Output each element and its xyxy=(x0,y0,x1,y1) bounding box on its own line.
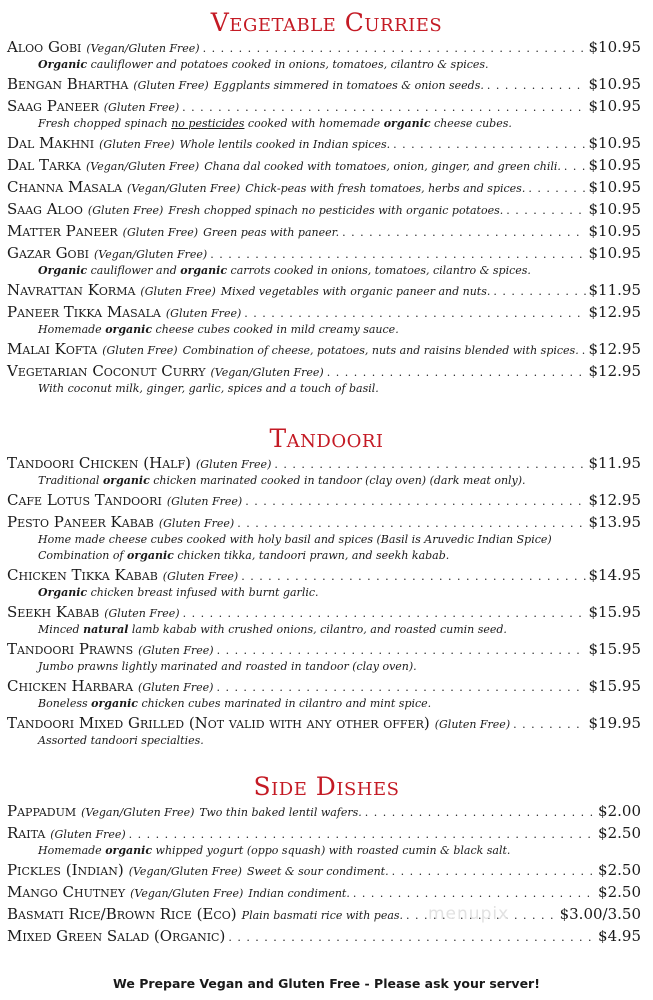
dot-leader xyxy=(274,458,585,471)
section-vegetable-curries xyxy=(0,8,653,399)
menu-item xyxy=(0,905,653,927)
item-price: $12.95 xyxy=(588,340,641,358)
item-price: $2.00 xyxy=(598,802,641,820)
item-dietary-tag: (Gluten Free) xyxy=(122,226,199,239)
description-fragment: Boneless xyxy=(38,697,92,710)
footer-note: We Prepare Vegan and Gluten Free - Please ask your server! xyxy=(113,976,540,991)
item-price: $19.95 xyxy=(588,714,641,732)
item-description xyxy=(0,57,653,73)
dot-leader xyxy=(183,607,586,620)
item-price: $10.95 xyxy=(588,178,641,196)
description-fragment: Traditional xyxy=(38,474,103,487)
section-title: Side Dishes xyxy=(253,772,400,801)
item-dietary-tag: (Gluten Free) xyxy=(104,607,180,620)
item-price: $15.95 xyxy=(588,603,641,621)
dot-leader xyxy=(487,79,586,92)
item-price: $14.95 xyxy=(588,566,641,584)
item-description xyxy=(0,733,653,749)
item-name: Mixed Green Salad (Organic) xyxy=(7,927,226,945)
menu-item xyxy=(0,222,653,244)
item-dietary-tag: (Gluten Free) xyxy=(50,828,126,841)
item-price: $12.95 xyxy=(588,491,641,509)
item-dietary-tag: (Vegan/Gluten Free) xyxy=(210,366,324,379)
item-name: Tandoori Prawns xyxy=(7,640,134,658)
dot-leader xyxy=(513,718,585,731)
item-price: $3.00/3.50 xyxy=(559,905,641,923)
item-dietary-tag: (Vegan/Gluten Free) xyxy=(81,806,195,819)
item-description xyxy=(0,473,653,489)
description-fragment: Minced xyxy=(38,623,84,636)
item-description xyxy=(0,843,653,859)
item-name: Pickles (Indian) xyxy=(7,861,124,879)
item-price: $15.95 xyxy=(588,640,641,658)
item-price: $12.95 xyxy=(588,362,641,380)
item-inline-description: Plain basmati rice with peas. xyxy=(241,909,404,922)
dot-leader xyxy=(342,226,585,239)
item-name: Mango Chutney xyxy=(7,883,126,901)
description-fragment: Homemade xyxy=(38,844,106,857)
item-dietary-tag: (Gluten Free) xyxy=(195,458,272,471)
item-price: $10.95 xyxy=(588,222,641,240)
item-name: Chicken Harbara xyxy=(7,677,134,695)
item-name: Raita xyxy=(7,824,46,842)
item-name: Pesto Paneer Kabab xyxy=(7,513,154,531)
description-fragment: Organic xyxy=(38,58,88,71)
item-inline-description: Whole lentils cooked in Indian spices. xyxy=(179,138,391,151)
description-fragment: organic xyxy=(383,117,431,130)
item-price: $10.95 xyxy=(588,97,641,115)
item-dietary-tag: (Vegan/Gluten Free) xyxy=(128,865,242,878)
item-dietary-tag: (Gluten Free) xyxy=(87,204,164,217)
description-fragment: organic xyxy=(180,264,228,277)
description-fragment: With coconut milk, ginger, garlic, spices and a touch of basil. xyxy=(38,382,379,395)
item-name: Aloo Gobi xyxy=(7,38,82,56)
item-price: $2.50 xyxy=(598,861,641,879)
item-price: $4.95 xyxy=(598,927,641,945)
menu-item xyxy=(0,340,653,362)
item-dietary-tag: (Vegan/Gluten Free) xyxy=(86,42,200,55)
item-inline-description: Green peas with paneer. xyxy=(203,226,340,239)
dot-leader xyxy=(582,344,586,357)
description-fragment: cauliflower and xyxy=(87,264,181,277)
item-name: Malai Kofta xyxy=(7,340,98,358)
item-price: $11.95 xyxy=(588,281,641,299)
watermark: menupix xyxy=(428,904,510,924)
dot-leader xyxy=(203,42,586,55)
menu-item xyxy=(0,75,653,97)
item-dietary-tag: (Gluten Free) xyxy=(165,307,242,320)
description-fragment: cheese cubes cooked in mild creamy sauce. xyxy=(152,323,399,336)
item-dietary-tag: (Gluten Free) xyxy=(102,344,178,357)
menu-item xyxy=(0,134,653,156)
dot-leader xyxy=(528,182,585,195)
item-description xyxy=(0,696,653,712)
description-fragment: cauliflower and potatoes cooked in onions, tomatoes, cilantro & spices. xyxy=(87,58,489,71)
item-description xyxy=(0,263,653,279)
description-fragment: Organic xyxy=(38,586,88,599)
item-price: $13.95 xyxy=(588,513,641,531)
item-name: Dal Tarka xyxy=(7,156,81,174)
menu-item xyxy=(0,200,653,222)
dot-leader xyxy=(237,517,585,530)
section-title: Vegetable Curries xyxy=(210,8,443,37)
dot-leader xyxy=(217,644,586,657)
description-fragment: organic xyxy=(91,697,138,710)
item-name: Cafe Lotus Tandoori xyxy=(7,491,162,509)
item-price: $15.95 xyxy=(588,677,641,695)
item-dietary-tag: (Vegan/Gluten Free) xyxy=(94,248,208,261)
item-inline-description: Chick-peas with fresh tomatoes, herbs and spices. xyxy=(245,182,526,195)
item-inline-description: Fresh chopped spinach no pesticides with organic potatoes. xyxy=(168,204,504,217)
item-name: Seekh Kabab xyxy=(7,603,100,621)
menu-item xyxy=(0,178,653,200)
item-dietary-tag: (Vegan/Gluten Free) xyxy=(86,160,200,173)
description-fragment: organic xyxy=(105,844,153,857)
menu-item xyxy=(0,281,653,303)
item-name: Saag Aloo xyxy=(7,200,83,218)
item-description xyxy=(0,116,653,132)
dot-leader xyxy=(365,806,595,819)
item-price: $10.95 xyxy=(588,156,641,174)
item-description xyxy=(0,585,653,601)
item-dietary-tag: (Gluten Free) xyxy=(158,517,235,530)
dot-leader xyxy=(327,366,586,379)
menu-item xyxy=(0,491,653,513)
description-fragment: cheese cubes. xyxy=(430,117,512,130)
menu-item xyxy=(0,156,653,178)
dot-leader xyxy=(216,681,585,694)
menu-item xyxy=(0,802,653,824)
item-dietary-tag: (Gluten Free) xyxy=(138,681,214,694)
item-price: $10.95 xyxy=(588,38,641,56)
item-price: $10.95 xyxy=(588,200,641,218)
item-inline-description: Chana dal cooked with tomatoes, onion, ginger, and green chili. xyxy=(204,160,561,173)
item-dietary-tag: (Gluten Free) xyxy=(434,718,511,731)
item-name: Dal Makhni xyxy=(7,134,95,152)
item-name: Matter Paneer xyxy=(7,222,118,240)
item-name: Navrattan Korma xyxy=(7,281,136,299)
item-name: Saag Paneer xyxy=(7,97,99,115)
item-name: Bengan Bhartha xyxy=(7,75,129,93)
item-name: Paneer Tikka Masala xyxy=(7,303,161,321)
item-inline-description: Sweet & sour condiment. xyxy=(246,865,389,878)
item-price: $10.95 xyxy=(588,75,641,93)
menu-item xyxy=(0,927,653,949)
item-price: $2.50 xyxy=(598,883,641,901)
dot-leader xyxy=(353,887,595,900)
item-dietary-tag: (Vegan/Gluten Free) xyxy=(127,182,241,195)
item-inline-description: Combination of cheese, potatoes, nuts and raisins blended with spices. xyxy=(182,344,579,357)
item-name: Pappadum xyxy=(7,802,77,820)
item-price: $10.95 xyxy=(588,134,641,152)
item-dietary-tag: (Gluten Free) xyxy=(103,101,180,114)
menu-item xyxy=(0,883,653,905)
item-dietary-tag: (Gluten Free) xyxy=(140,285,216,298)
section-title: Tandoori xyxy=(269,424,384,453)
section-side-dishes xyxy=(0,772,653,949)
description-fragment: no pesticides xyxy=(171,117,245,130)
item-description xyxy=(0,381,653,397)
dot-leader xyxy=(506,204,585,217)
dot-leader xyxy=(244,307,585,320)
item-inline-description: Eggplants simmered in tomatoes & onion seeds. xyxy=(213,79,484,92)
item-price: $12.95 xyxy=(588,303,641,321)
section-tandoori xyxy=(0,424,653,751)
description-fragment: chicken marinated cooked in tandoor (clay oven) (dark meat only). xyxy=(149,474,526,487)
item-price: $2.50 xyxy=(598,824,641,842)
item-name: Tandoori Chicken (Half) xyxy=(7,454,191,472)
dot-leader xyxy=(245,495,585,508)
item-description xyxy=(0,532,653,564)
description-fragment: chicken tikka, tandoori prawn, and seekh kabab. xyxy=(173,549,450,562)
item-name: Gazar Gobi xyxy=(7,244,89,262)
item-dietary-tag: (Gluten Free) xyxy=(166,495,243,508)
item-description xyxy=(0,322,653,338)
description-fragment: Organic xyxy=(38,264,88,277)
item-price: $11.95 xyxy=(588,454,641,472)
description-fragment: lamb kabab with crushed onions, cilantro, and roasted cumin seed. xyxy=(128,623,507,636)
item-name: Channa Masala xyxy=(7,178,123,196)
item-name: Chicken Tikka Kabab xyxy=(7,566,158,584)
description-fragment: cooked with homemade xyxy=(244,117,384,130)
description-fragment: chicken cubes marinated in cilantro and mint spice. xyxy=(137,697,432,710)
menu-item xyxy=(0,861,653,883)
description-fragment: carrots cooked in onions, tomatoes, cilantro & spices. xyxy=(227,264,531,277)
item-dietary-tag: (Gluten Free) xyxy=(99,138,175,151)
description-fragment: natural xyxy=(83,623,129,636)
dot-leader xyxy=(182,101,585,114)
description-fragment: organic xyxy=(105,323,153,336)
item-dietary-tag: (Gluten Free) xyxy=(138,644,214,657)
description-fragment: organic xyxy=(102,474,150,487)
item-description xyxy=(0,622,653,638)
item-dietary-tag: (Gluten Free) xyxy=(133,79,209,92)
description-fragment: Fresh chopped spinach xyxy=(38,117,172,130)
dot-leader xyxy=(228,931,595,944)
description-fragment: Jumbo prawns lightly marinated and roasted in tandoor (clay oven). xyxy=(38,660,417,673)
description-fragment: chicken breast infused with burnt garlic. xyxy=(87,586,319,599)
item-inline-description: Indian condiment. xyxy=(248,887,350,900)
item-dietary-tag: (Vegan/Gluten Free) xyxy=(130,887,244,900)
dot-leader xyxy=(241,570,585,583)
description-fragment: whipped yogurt (oppo squash) with roasted cumin & black salt. xyxy=(152,844,511,857)
item-price: $10.95 xyxy=(588,244,641,262)
dot-leader xyxy=(210,248,585,261)
item-name: Vegetarian Coconut Curry xyxy=(7,362,206,380)
dot-leader xyxy=(393,138,585,151)
dot-leader xyxy=(129,828,595,841)
description-fragment: Homemade xyxy=(38,323,106,336)
item-inline-description: Mixed vegetables with organic paneer and nuts. xyxy=(220,285,491,298)
description-fragment: Home made cheese cubes cooked with holy basil and spices (Basil is Aruvedic Indian Spice) xyxy=(38,533,552,546)
dot-leader xyxy=(493,285,585,298)
dot-leader xyxy=(392,865,595,878)
item-dietary-tag: (Gluten Free) xyxy=(162,570,239,583)
description-fragment: organic xyxy=(127,549,174,562)
dot-leader xyxy=(564,160,586,173)
item-inline-description: Two thin baked lentil wafers. xyxy=(199,806,362,819)
description-fragment: Combination of xyxy=(38,549,128,562)
item-name: Basmati Rice/Brown Rice (Eco) xyxy=(7,905,237,923)
item-description xyxy=(0,659,653,675)
item-name: Tandoori Mixed Grilled (Not valid with any other offer) xyxy=(7,714,430,732)
description-fragment: Assorted tandoori specialties. xyxy=(38,734,204,747)
